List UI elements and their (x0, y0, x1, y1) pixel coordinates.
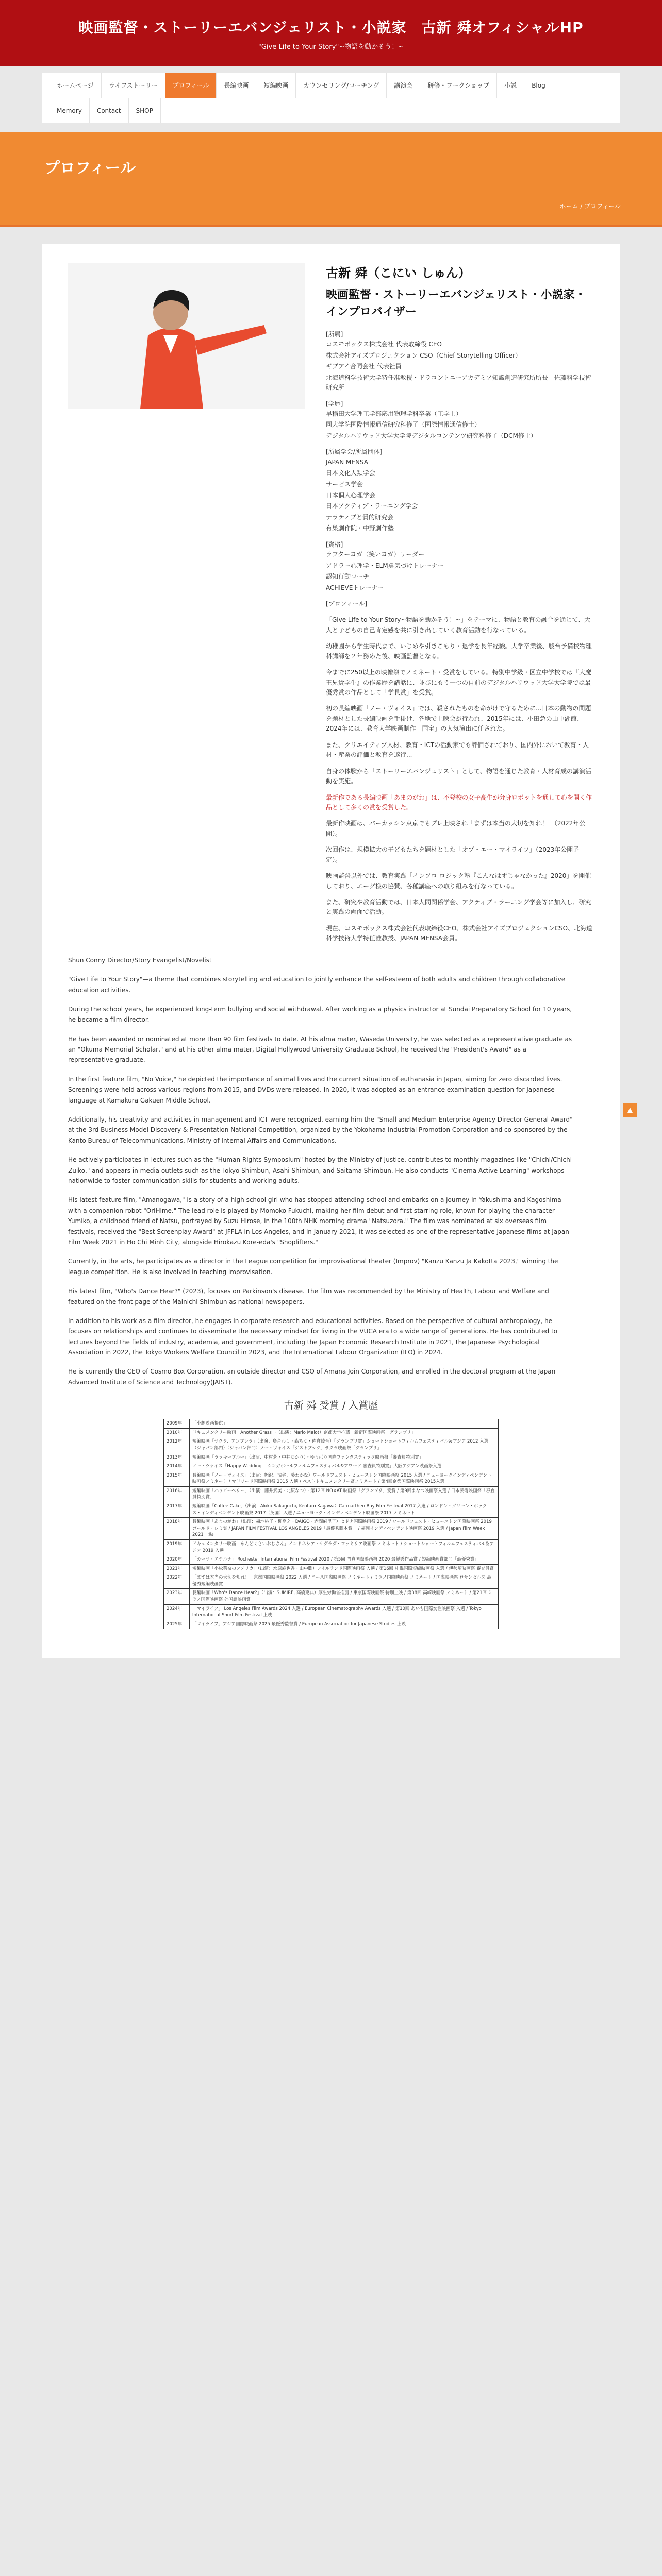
qualification-item: ACHIEVEトレーナー (326, 584, 384, 591)
en-bio-paragraph: Currently, in the arts, he participates as a director in the League competition for improvisational theater (Improv) "Kanzu Kanzu Ja Kakotta 2023," winning the league competition. He is also involved in teaching improvisation. (68, 1258, 558, 1276)
nav-item-counseling[interactable]: カウンセリング/コーチング (296, 73, 387, 98)
bio-paragraph: 現在、コスモボックス株式会社代表取締役CEO、株式会社アイズプロジェクションCSO、北海道科学技術大学特任准教授、JAPAN MENSA会員。 (326, 924, 593, 942)
bio-paragraph: 最新作映画は、バーカッシン東京でもプレ上映され「まずは本当の大切を知れ！」（2022年公開）。 (326, 820, 586, 837)
bio-paragraph: 自身の体験から「ストーリーエバンジェリスト」として、物語を通じた教育・人材育成の講演活動を実施。 (326, 767, 591, 785)
awards-title: 古新 舜 受賞 / 入賞歴 (284, 1400, 378, 1412)
nav-row (49, 73, 613, 98)
award-year: 2020年 (164, 1555, 190, 1565)
site-tagline: "Give Life to Your Story"~物語を動かそう！~ (258, 43, 404, 51)
award-detail: 短編映画「ラッキーブルー」（出演：中村蒼・中井ゆかり）・ゆうばり国際ファンタスティック映画祭「審査員特別賞」 (190, 1453, 499, 1462)
membership-item: JAPAN MENSA (326, 458, 368, 466)
bio-paragraph: 「Give Life to Your Story~物語を動かそう！~」をテーマに、物語と教育の融合を通じて、大人と子どもの自己肯定感を共に引き出していく教育活動を行なっている。 (326, 616, 591, 634)
bio-paragraph: 初の長編映画「ノー・ヴォイス」では、殺されたものを命がけで守るために...日本の動物の問題を題材とした長編映画を手掛け、各地で上映会が行われ、2015年には、小田急の山中湖館、2024年には、教育大学映画制作「国宝」の人気演出に任された。 (326, 705, 591, 733)
award-year: 2021年 (164, 1564, 190, 1573)
award-row (164, 1419, 499, 1429)
bio-paragraph: 映画監督以外では、教育実践「インプロ ロジック塾『こんなはずじゃなかった』2020」を開催しており、エーグ様の協賛、各種講座への取り組みを行なっている。 (326, 872, 591, 890)
profile-header (68, 263, 594, 944)
award-year: 2016年 (164, 1486, 190, 1502)
en-bio-paragraph: His latest feature film, "Amanogawa," is a story of a high school girl who has stopped attending school and embarks on a journey in Yakushima and Kagoshima with a companion robot "OriHime." The lead role is played by Momoko Fukuchi, making her film debut and first starring role, known for playing the character Yumiko, a childhood friend of Natsu, portrayed by Suzu Hirose, in the 100th NHK morning drama "Natsuzora." The film was nominated at six overseas film festivals, received the "Best Screenplay Award" at JFFLA in Los Angeles, and in January 2021, it was selected as one of the representative Japanese films at Japan Film Week 2021 in Ho Chi Minh City, alongside Hirokazu Kore-eda's "Shoplifters." (68, 1196, 569, 1246)
affiliation-item: 株式会社アイズプロジェクション CSO（Chief Storytelling Officer） (326, 351, 522, 359)
award-detail: 短編映画「ハッピーベリー」（出演：藤井武美・北原なつ）・第12回 NO×AT 映画祭「グランプリ」受賞 / 第9回まなつ映画祭入選 / 日本芸術映画祭「審査員特別賞」 (190, 1486, 499, 1502)
award-year: 2017年 (164, 1502, 190, 1518)
profile-photo (68, 263, 305, 409)
nav-item-blog[interactable]: Blog (524, 73, 553, 98)
award-row (164, 1620, 499, 1629)
award-detail: 「マイライフ」 Los Angeles Film Awards 2024 入選 / European Cinematography Awards 入選 / 第10回 あいち国際女性映画祭 入選 / Tokyo International Short Film Festival 上映 (190, 1604, 499, 1620)
education-heading: [学歴] (326, 400, 343, 408)
membership-item: ナラティブと質的研究会 (326, 513, 394, 521)
award-detail: 「マイライフ」アジア国際映画祭 2025 最優秀監督賞 / European Association for Japanese Studies 上映 (190, 1620, 499, 1629)
en-bio-paragraph: Additionally, his creativity and activities in management and ICT were recognized, earning him the "Small and Medium Enterprise Agency Director General Award" at the 3rd Business Model Discovery & Presentation National Competition, organized by the Yokohama Industrial Promotion Corporation and co-sponsored by the Kanto Bureau of Telecommunications, Ministry of Internal Affairs and Communications. (68, 1116, 573, 1144)
en-bio-paragraph: He actively participates in lectures such as the "Human Rights Symposium" hosted by the Ministry of Justice, contributes to monthly magazines like "Chichi/Chichi Zuiko," and appears in media outlets such as the Tokyo Shimbun, Asahi Shimbun, and Saitama Shimbun. He also conducts "Cinema Active Learning" workshops nationwide to foster communication skills for students and working adults. (68, 1156, 572, 1184)
bio-paragraph-highlight: 最新作である長編映画「あまのがわ」は、不登校の女子高生が分身ロボットを通して心を開く作品として多くの賞を受賞した。 (326, 793, 592, 811)
award-row (164, 1518, 499, 1540)
bio-paragraph: 幼稚園から学生時代まで、いじめや引きこもり・退学を長年経験。大学卒業後、駿台予備校物理科講師を２年務めた後、映画監督となる。 (326, 642, 592, 660)
en-bio-paragraph: In addition to his work as a film director, he engages in corporate research and educational activities. Based on the perspective of cultural anthropology, he focuses on relationships and continues to disseminate the necessary mindset for living in the VUCA era to a wide range of generations. He has contributed to lectures beyond the fields of industry, academia, and government, including the Japan Economic Research Institute in 2021, the Japanese Psychological Association in 2022, the Tokyo Workers Welfare Council in 2023, and the International Labour Organization (ILO) in 2024. (68, 1317, 558, 1357)
profile-roles: 映画監督・ストーリーエバンジェリスト・小説家・インプロバイザー (326, 288, 586, 318)
nav-item-lectures[interactable]: 講演会 (387, 73, 420, 98)
affiliation-item: 北海道科学技術大学特任准教授・ドラコントニーアカデミア知識創造研究所所長 佐藤科学技術研究所 (326, 374, 591, 392)
nav-item-workshops[interactable]: 研修・ワークショップ (420, 73, 497, 98)
page-title: プロフィール (44, 159, 136, 177)
education-item: 同大学院国際情報通信研究科修了（国際情報通信修士） (326, 421, 481, 429)
award-detail: 「まずは本当の大切を知れ！」京都国際映画祭 2022 入選 / ニース国際映画祭 ノミネート / ミラノ国際映画祭 ノミネート / 国際映画祭 ロサンゼルス 最優秀短編映画賞 (190, 1573, 499, 1589)
profile-bio-heading: [プロフィール] (326, 600, 368, 607)
award-row (164, 1555, 499, 1565)
nav-item-life-story[interactable]: ライフストーリー (102, 73, 166, 98)
nav-item-shop[interactable]: SHOP (129, 98, 161, 123)
bio-paragraph: また、クリエイティブ人材、教育・ICTの活動家でも評価されており、国内外において教育・人材・産業の評価と教育を遂行... (326, 741, 589, 759)
award-year: 2013年 (164, 1453, 190, 1462)
hero-divider (0, 225, 662, 227)
award-row (164, 1471, 499, 1486)
nav-row-2 (49, 98, 613, 123)
nav-item-contact[interactable]: Contact (90, 98, 129, 123)
award-year: 2018年 (164, 1518, 190, 1540)
award-year: 2010年 (164, 1428, 190, 1437)
award-row (164, 1462, 499, 1471)
breadcrumb[interactable]: ホーム / プロフィール (559, 202, 621, 210)
award-year: 2022年 (164, 1573, 190, 1589)
nav-item-profile[interactable]: プロフィール (166, 73, 217, 98)
nav-item-short-films[interactable]: 短編映画 (256, 73, 296, 98)
awards-table (163, 1419, 499, 1629)
bio-paragraph: 今までに250以上の映像祭でノミネート・受賞をしている。特別中学級・区立中学校では『大魔王兄貴学生』の作業歴を講話に、並びにもう一つの自前のデジタルハリウッド大学大学院では最優秀賞の作品として「学長賞」を受賞。 (326, 669, 591, 696)
award-detail: ドキュメンタリー映画「Another Grass」・（出演：Mario Maiot）京都大学推薦 新宿国際映画祭「グランプリ」 (190, 1428, 499, 1437)
award-detail: 長編映画「Who's Dance Hear?」（出演：SUMIRE, 高橋克典）厚生労働省推薦 / 東京国際映画祭 特別上映 / 第38回 高崎映画祭 ノミネート / 第21回 ミラノ国際映画祭 外国語映画賞 (190, 1589, 499, 1604)
nav-item-novels[interactable]: 小説 (497, 73, 524, 98)
awards-section (163, 1398, 499, 1629)
membership-item: 日本アクティブ・ラーニング学会 (326, 502, 418, 510)
profile-content (42, 244, 633, 1658)
qualification-item: ラフターヨガ（笑いヨガ）リーダー (326, 551, 425, 558)
award-row (164, 1604, 499, 1620)
award-detail: ドキュメンタリー映画「めんどくさいおじさん」インドネシア・サグラダ・ファミリア映画祭 ノミネート / ショートショートフィルムフェスティバル＆アジア 2019 入選 (190, 1539, 499, 1555)
membership-item: サービス学会 (326, 480, 363, 488)
nav-item-feature-films[interactable]: 長編映画 (217, 73, 256, 98)
profile-name: 古新 舜（こにい しゅん） (326, 266, 471, 280)
bio-paragraph: また、研究や教育活動では、日本人間関係学会、アクティブ・ラーニング学会等に加入し、研究と実践の両面で活動。 (326, 899, 591, 916)
site-header (0, 0, 662, 66)
award-year: 2012年 (164, 1437, 190, 1453)
award-detail: 「カーサ・エテルナ」 Rochester International Film Festival 2020 / 第5回 門真国際映画祭 2020 最優秀作品賞 / 短編映画賞部門「最優秀賞」 (190, 1555, 499, 1565)
en-bio-paragraph: In the first feature film, "No Voice," he depicted the importance of animal lives and the current situation of euthanasia in Japan, aiming for zero discarded lives. Screenings were held across various regions from 2015, and DVDs were released. In 2020, it was adopted as an entrance examination question for Japanese language at Kamakura Gakuen Middle School. (68, 1075, 562, 1104)
award-detail: 短編映画「Coffee Cake」（出演：Akiko Sakaguchi, Kentaro Kagawa）Carmarthen Bay Film Festival 2017 入選 / ロンドン・グリーン・ボックス・インディペンデント映画祭 2017（英国）入選 / ニューヨーク・インディペンデント映画祭 2017 ノミネート (190, 1502, 499, 1518)
membership-heading: [所属学会/所属団体] (326, 448, 383, 456)
en-bio-paragraph: His latest film, "Who's Dance Hear?" (2023), focuses on Parkinson's disease. The film was recommended by the Ministry of Health, Labour and Welfare and featured on the front page of the Mainichi Shimbun as national newspapers. (68, 1287, 549, 1306)
award-year: 2023年 (164, 1589, 190, 1604)
affiliation-heading: [所属] (326, 330, 343, 338)
award-row (164, 1428, 499, 1437)
award-detail: 長編映画「あまのがわ」（出演：福地桃子・柳喬之・DAIGO・赤間麻里子）セドナ国際映画祭 2019 / ワールドフェスト・ヒューストン国際映画祭 2019 ゴールド・レミ賞 / JAPAN FILM FESTIVAL LOS ANGELES 2019「最優秀脚本賞」 / 福岡インディペンデント映画祭 2019 入選 / Japan Film Week 2021 上映 (190, 1518, 499, 1540)
award-row (164, 1502, 499, 1518)
affiliation-item: ギブアイ合同会社 代表社員 (326, 363, 402, 370)
nav-item-home[interactable]: ホームページ (49, 73, 102, 98)
award-detail: ノー・ヴォイス「Happy Wedding シンガポールフィルムフェスティバル&アワード 審査員特別賞」大阪アジアン映画祭入選 (190, 1462, 499, 1471)
award-year: 2009年 (164, 1419, 190, 1429)
qualification-heading: [資格] (326, 540, 343, 548)
en-bio-paragraph: He has been awarded or nominated at more than 90 film festivals to date. At his alma mater, Waseda University, he was selected as a representative graduate as an "Okuma Memorial Scholar," and at his other alma mater, Digital Hollywood University Graduate School, he received the "President's Award" as a representative graduate. (68, 1035, 572, 1064)
award-year: 2014年 (164, 1462, 190, 1471)
membership-item: 日本個人心理学会 (326, 492, 376, 499)
affiliation-item: コスモボックス株式会社 代表取締役 CEO (326, 341, 442, 348)
award-detail: 短編映画「サクラ、アンブレラ」（出演：鳥合わし・森ちゆ・佐倉綾音）「グランプリ賞」ショートショートフィルムフェスティバル＆アジア 2012 入選（ジャパン部門）（ジャパン部門）ノー・ヴォイス「ゲストブック」サクラ映画祭「グランプリ」 (190, 1437, 499, 1453)
award-year: 2025年 (164, 1620, 190, 1629)
award-detail: 「小劇映画提供」 (190, 1419, 499, 1429)
bio-paragraph: 次回作は、規模拡大の子どもたちを題材とした「オブ・エー・マイライフ」（2023年公開予定）。 (326, 846, 580, 863)
qualification-item: 認知行動コーチ (326, 573, 370, 581)
award-detail: 短編映画「小松菜奈のアメリカ」（出演：水原麻也香・山中聡）アイルランド国際映画祭 入選 / 第16回 札幌国際短編映画祭 入選 / 伊勢崎映画祭 審査員賞 (190, 1564, 499, 1573)
en-bio-paragraph: During the school years, he experienced long-term bullying and social withdrawal. After working as a physics instructor at Sundai Preparatory School for 10 years, he became a film director. (68, 1005, 572, 1024)
profile-info (326, 263, 594, 944)
page-hero (0, 132, 662, 227)
education-item: 早稲田大学理工学部応用物理学科卒業（工学士） (326, 410, 462, 417)
award-row (164, 1453, 499, 1462)
award-year: 2019年 (164, 1539, 190, 1555)
membership-item: 有巣劇作院・中野劇作塾 (326, 524, 394, 532)
scroll-to-top-button[interactable]: ▲ (623, 1103, 637, 1117)
en-bio-paragraph: He is currently the CEO of Cosmo Box Corporation, an outside director and CSO of Amana Join Corporation, and enrolled in the doctoral program at the Japan Advanced Institute of Science and Technology(JAIST). (68, 1368, 556, 1386)
education-item: デジタルハリウッド大学大学院デジタルコンテンツ研究科修了（DCM修士） (326, 432, 537, 439)
nav-item-memory[interactable]: Memory (49, 98, 90, 123)
award-row (164, 1589, 499, 1604)
award-year: 2015年 (164, 1471, 190, 1486)
award-row (164, 1539, 499, 1555)
site-title[interactable]: 映画監督・ストーリーエバンジェリスト・小説家 古新 舜オフィシャルHP (78, 19, 584, 36)
en-bio-paragraph: Shun Conny Director/Story Evangelist/Novelist (68, 956, 212, 964)
award-row (164, 1486, 499, 1502)
award-detail: 長編映画「ノー・ヴォイス」（出演：熊沢、渋谷、葵わかな）ワールドフェスト・ヒューストン国際映画祭 2015 入選 / ニューヨークインディペンデント映画祭ノミネート / マドリード国際映画祭 2015 入選 / ベストドキュメンタリー賞ノミネート / 第4回京都国際映画祭 2015入選 (190, 1471, 499, 1486)
award-row (164, 1437, 499, 1453)
qualification-item: アドラー心理学・ELM勇気づけトレーナー (326, 562, 444, 569)
membership-item: 日本文化人類学会 (326, 469, 376, 477)
en-bio-paragraph: "Give Life to Your Story"—a theme that combines storytelling and education to jointly enhance the self-esteem of both adults and children through collaborative education activities. (68, 976, 566, 994)
award-row (164, 1564, 499, 1573)
award-year: 2024年 (164, 1604, 190, 1620)
main-nav (42, 73, 620, 123)
english-bio (68, 955, 573, 1388)
award-row (164, 1573, 499, 1589)
